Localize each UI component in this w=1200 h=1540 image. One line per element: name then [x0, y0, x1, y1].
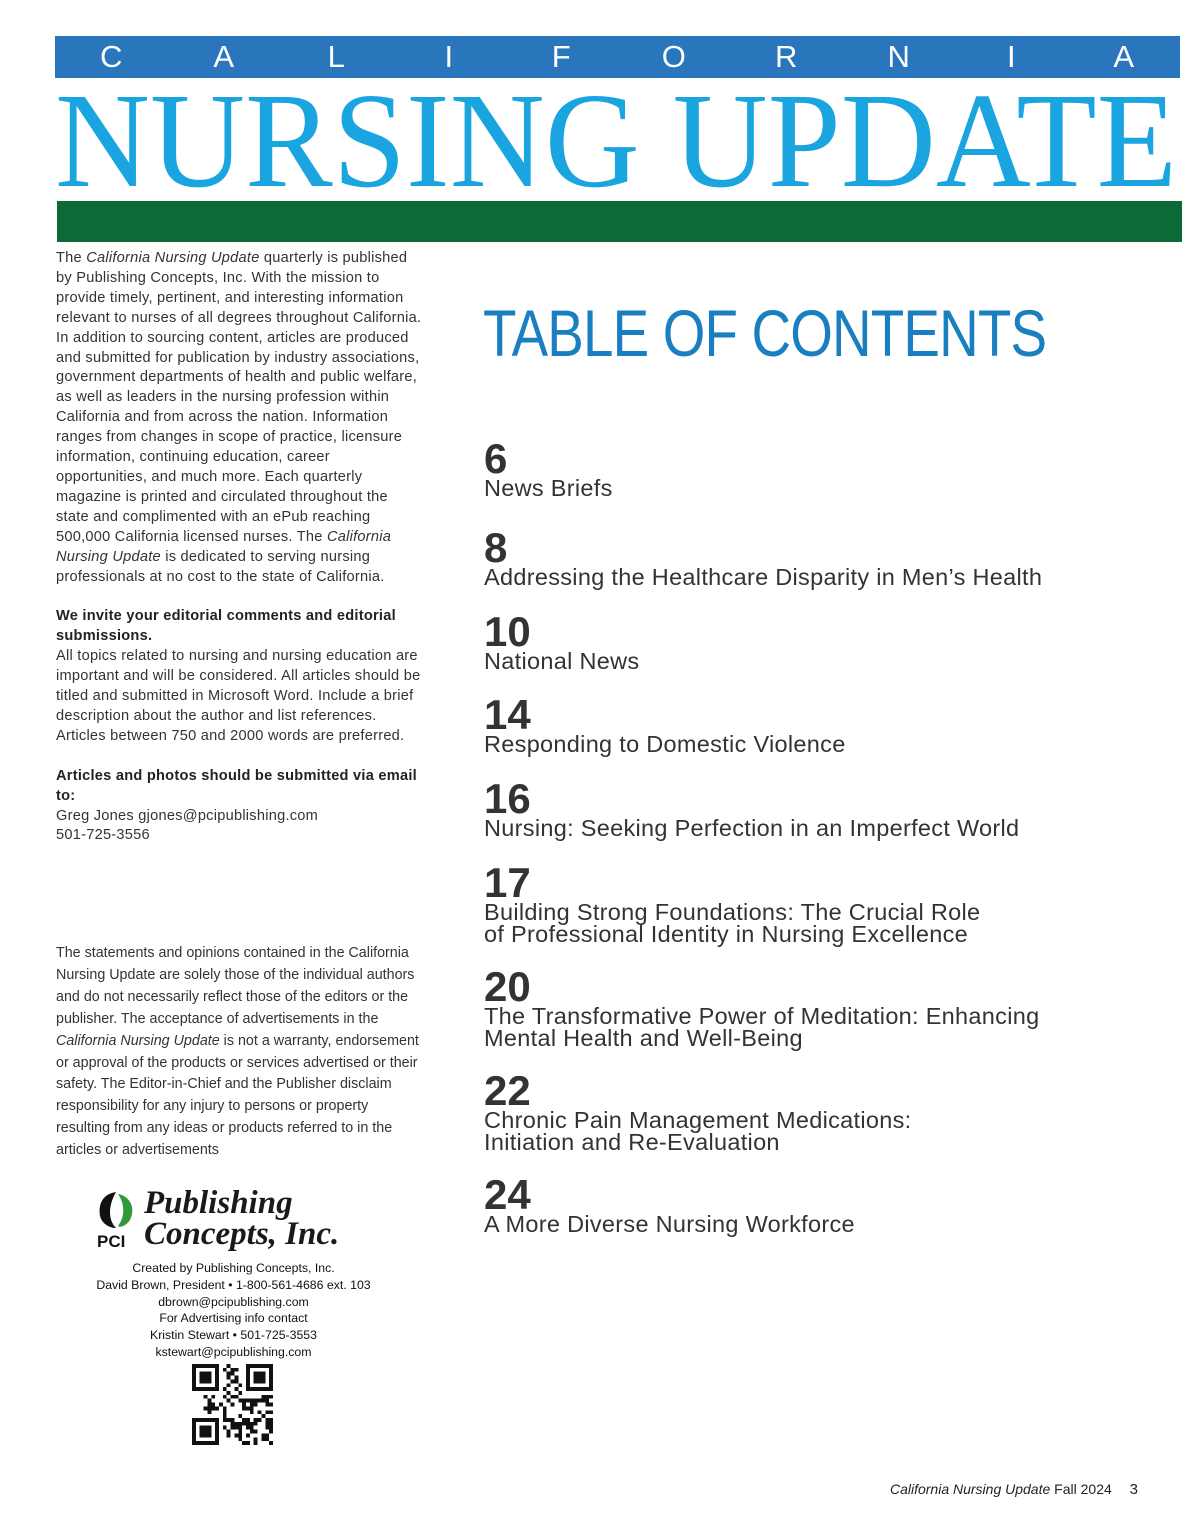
- qr-module: [231, 1403, 235, 1407]
- toc-title: Nursing: Seeking Perfection in an Imperfect World: [484, 815, 1020, 841]
- qr-module: [227, 1383, 231, 1387]
- qr-module: [269, 1426, 273, 1430]
- qr-module: [265, 1437, 269, 1441]
- qr-module: [211, 1387, 215, 1391]
- toc-title: A More Diverse Nursing Workforce: [484, 1211, 855, 1237]
- toc-heading: TABLE OF CONTENTS: [483, 296, 1047, 370]
- qr-module: [215, 1422, 219, 1426]
- qr-module: [254, 1399, 258, 1403]
- qr-module: [238, 1426, 242, 1430]
- qr-module: [254, 1403, 258, 1407]
- qr-module: [227, 1430, 231, 1434]
- qr-module: [215, 1441, 219, 1445]
- toc-page-number: 16: [484, 775, 531, 822]
- qr-module: [211, 1364, 215, 1368]
- qr-module: [265, 1403, 269, 1407]
- qr-module: [211, 1418, 215, 1422]
- page-number: 3: [1129, 1481, 1138, 1498]
- qr-module: [200, 1433, 204, 1437]
- qr-module: [261, 1399, 265, 1403]
- qr-module: [211, 1395, 215, 1399]
- submit-contact: Greg Jones gjones@pcipublishing.com: [56, 807, 319, 824]
- qr-module: [269, 1368, 273, 1372]
- qr-module: [223, 1406, 227, 1410]
- qr-module: [254, 1379, 258, 1383]
- qr-module: [200, 1379, 204, 1383]
- qr-module: [231, 1426, 235, 1430]
- toc-title: Addressing the Healthcare Disparity in Men’s Health: [484, 564, 1043, 590]
- qr-module: [215, 1368, 219, 1372]
- qr-module: [269, 1387, 273, 1391]
- qr-module: [207, 1410, 211, 1414]
- qr-module: [242, 1399, 246, 1403]
- toc-page-number: 14: [484, 691, 531, 738]
- qr-module: [231, 1395, 235, 1399]
- qr-module: [223, 1395, 227, 1399]
- qr-module: [196, 1418, 200, 1422]
- qr-module: [246, 1418, 250, 1422]
- qr-module: [207, 1399, 211, 1403]
- qr-module: [261, 1395, 265, 1399]
- qr-module: [215, 1426, 219, 1430]
- logo-wordmark: Publishing Concepts, Inc.: [144, 1185, 340, 1252]
- qr-module: [269, 1422, 273, 1426]
- publication-title: California Nursing Update: [86, 250, 260, 266]
- qr-module: [200, 1418, 204, 1422]
- qr-module: [265, 1422, 269, 1426]
- qr-module: [215, 1379, 219, 1383]
- qr-module: [223, 1410, 227, 1414]
- state-letter: C: [100, 39, 123, 74]
- qr-module: [192, 1368, 196, 1372]
- toc-title: National News: [484, 648, 640, 674]
- qr-module: [254, 1441, 258, 1445]
- qr-module: [204, 1430, 208, 1434]
- qr-module: [200, 1430, 204, 1434]
- qr-module: [246, 1426, 250, 1430]
- qr-module: [246, 1383, 250, 1387]
- qr-module: [192, 1430, 196, 1434]
- qr-module: [250, 1399, 254, 1403]
- qr-module: [223, 1368, 227, 1372]
- qr-module: [250, 1430, 254, 1434]
- qr-module: [207, 1379, 211, 1383]
- qr-module: [238, 1430, 242, 1434]
- qr-module: [192, 1379, 196, 1383]
- qr-module: [192, 1383, 196, 1387]
- qr-module: [227, 1433, 231, 1437]
- toc-title-line: Mental Health and Well-Being: [484, 1025, 803, 1051]
- qr-module: [207, 1372, 211, 1376]
- qr-module: [231, 1422, 235, 1426]
- qr-module: [219, 1403, 223, 1407]
- toc-entry: [484, 435, 1184, 501]
- qr-module: [238, 1383, 242, 1387]
- qr-module: [258, 1418, 262, 1422]
- state-letter: O: [661, 39, 686, 74]
- qr-module: [192, 1422, 196, 1426]
- toc-title-line: Chronic Pain Management Medications:: [484, 1107, 912, 1133]
- state-letter: I: [1006, 39, 1016, 74]
- qr-module: [215, 1406, 219, 1410]
- qr-module: [192, 1441, 196, 1445]
- green-divider-bar: [57, 201, 1182, 242]
- qr-module: [204, 1372, 208, 1376]
- qr-module: [246, 1422, 250, 1426]
- qr-module: [269, 1372, 273, 1376]
- qr-module: [192, 1433, 196, 1437]
- toc-page-number: 10: [484, 608, 531, 655]
- publication-title: California Nursing Update: [56, 1032, 220, 1049]
- qr-module: [269, 1441, 273, 1445]
- qr-module: [254, 1422, 258, 1426]
- qr-module: [261, 1414, 265, 1418]
- qr-module: [207, 1426, 211, 1430]
- toc-title: News Briefs: [484, 475, 613, 501]
- qr-module: [207, 1387, 211, 1391]
- state-letter: A: [1113, 39, 1135, 74]
- qr-module: [227, 1372, 231, 1376]
- qr-module: [238, 1422, 242, 1426]
- state-letter: A: [213, 39, 235, 74]
- state-letter: N: [887, 39, 910, 74]
- qr-module: [261, 1376, 265, 1380]
- qr-module: [238, 1391, 242, 1395]
- qr-module: [269, 1410, 273, 1414]
- qr-module: [250, 1403, 254, 1407]
- qr-module: [238, 1414, 242, 1418]
- qr-module: [254, 1418, 258, 1422]
- qr-module: [200, 1372, 204, 1376]
- toc-page-number: 24: [484, 1171, 531, 1218]
- qr-module: [192, 1426, 196, 1430]
- qr-module: [204, 1364, 208, 1368]
- masthead-title-text: NURSING UPDATE: [55, 82, 1177, 200]
- qr-module: [258, 1379, 262, 1383]
- qr-module: [265, 1418, 269, 1422]
- qr-module: [211, 1403, 215, 1407]
- qr-module: [234, 1376, 238, 1380]
- qr-module: [265, 1433, 269, 1437]
- qr-module: [192, 1418, 196, 1422]
- qr-module: [246, 1368, 250, 1372]
- qr-module: [246, 1372, 250, 1376]
- qr-module: [254, 1430, 258, 1434]
- qr-module: [207, 1441, 211, 1445]
- qr-module: [269, 1383, 273, 1387]
- qr-module: [231, 1368, 235, 1372]
- page-footer: [890, 1481, 1138, 1498]
- qr-module: [269, 1430, 273, 1434]
- qr-module: [192, 1364, 196, 1368]
- qr-module: [223, 1387, 227, 1391]
- qr-module: [242, 1406, 246, 1410]
- qr-module: [231, 1418, 235, 1422]
- contact-line: dbrown@pcipublishing.com: [158, 1294, 309, 1309]
- toc-entry: [484, 963, 1184, 1051]
- state-banner: [55, 36, 1180, 78]
- masthead-title: [55, 82, 1180, 200]
- publication-title: California Nursing Update: [56, 528, 392, 565]
- qr-module: [234, 1395, 238, 1399]
- qr-module: [238, 1437, 242, 1441]
- qr-module: [231, 1379, 235, 1383]
- qr-module: [258, 1376, 262, 1380]
- qr-module: [215, 1418, 219, 1422]
- qr-module: [261, 1372, 265, 1376]
- qr-module: [246, 1364, 250, 1368]
- qr-module: [269, 1376, 273, 1380]
- qr-module: [234, 1433, 238, 1437]
- qr-module: [242, 1422, 246, 1426]
- qr-module: [204, 1376, 208, 1380]
- toc-entry: [484, 1067, 1184, 1155]
- qr-module: [204, 1441, 208, 1445]
- qr-module: [261, 1387, 265, 1391]
- qr-module: [246, 1376, 250, 1380]
- qr-module: [192, 1376, 196, 1380]
- qr-module: [269, 1379, 273, 1383]
- qr-module: [215, 1433, 219, 1437]
- state-letter: F: [551, 39, 571, 74]
- qr-module: [246, 1387, 250, 1391]
- qr-module: [238, 1399, 242, 1403]
- qr-module: [204, 1387, 208, 1391]
- publisher-info: [56, 249, 424, 846]
- qr-module: [192, 1437, 196, 1441]
- qr-module: [207, 1364, 211, 1368]
- qr-module: [207, 1376, 211, 1380]
- qr-module: [200, 1376, 204, 1380]
- state-letters: [55, 36, 1180, 78]
- toc-entry: [484, 859, 1184, 947]
- logo-mark-text: PCI: [97, 1232, 126, 1251]
- qr-module: [211, 1441, 215, 1445]
- qr-module: [261, 1437, 265, 1441]
- qr-module: [196, 1441, 200, 1445]
- footer-publication: California Nursing Update: [889, 1481, 1051, 1497]
- qr-module: [258, 1372, 262, 1376]
- qr-module: [223, 1414, 227, 1418]
- qr-module: [215, 1383, 219, 1387]
- qr-module: [234, 1426, 238, 1430]
- qr-module: [269, 1395, 273, 1399]
- qr-module: [242, 1441, 246, 1445]
- qr-module: [246, 1379, 250, 1383]
- qr-module: [196, 1387, 200, 1391]
- qr-module: [254, 1387, 258, 1391]
- toc-title-line: Initiation and Re-Evaluation: [484, 1129, 780, 1155]
- qr-module: [246, 1433, 250, 1437]
- qr-module: [204, 1379, 208, 1383]
- footer-issue: Fall 2024: [1054, 1481, 1112, 1497]
- qr-module: [250, 1426, 254, 1430]
- invite-body: All topics related to nursing and nursing education are important and will be considered. All articles should be titled and submitted in Microsoft Word. Include a brief description about the author and list references. Articles between 750 and 2000 words are preferred.: [56, 648, 421, 744]
- qr-module: [254, 1437, 258, 1441]
- qr-module: [250, 1364, 254, 1368]
- pci-logo: [96, 1185, 386, 1254]
- qr-module: [204, 1395, 208, 1399]
- state-letter: R: [775, 39, 798, 74]
- qr-module: [254, 1364, 258, 1368]
- intro-paragraph: The California Nursing Update quarterly is published by Publishing Concepts, Inc. With the mission to provide timely, pertinent, and interesting information relevant to nurses of all degrees throughout California. In addition to sourcing content, articles are produced and submitted for publication by industry associations, government departments of health and public welfare, as well as leaders in the nursing profession within California and from across the nation. Information ranges from changes in scope of practice, licensure information, continuing education, career opportunities, and much more. Each quarterly magazine is printed and circulated throughout the state and complimented with an ePub reaching 500,000 California licensed nurses. The California Nursing Update is dedicated to serving nursing professionals at no cost to the state of California.: [56, 250, 422, 585]
- qr-module: [250, 1387, 254, 1391]
- qr-module: [265, 1399, 269, 1403]
- qr-module: [265, 1364, 269, 1368]
- qr-module: [261, 1364, 265, 1368]
- qr-module: [254, 1376, 258, 1380]
- qr-module: [261, 1379, 265, 1383]
- leaf-icon: [96, 1190, 136, 1230]
- qr-module: [215, 1387, 219, 1391]
- toc-title: Responding to Domestic Violence: [484, 731, 846, 757]
- qr-module: [254, 1372, 258, 1376]
- state-letter: L: [327, 39, 345, 74]
- qr-module: [250, 1422, 254, 1426]
- contact-line: Kristin Stewart • 501-725-3553: [150, 1328, 317, 1343]
- qr-module: [234, 1368, 238, 1372]
- qr-module: [200, 1387, 204, 1391]
- qr-module: [215, 1430, 219, 1434]
- submit-heading: Articles and photos should be submitted via email to:: [56, 767, 417, 804]
- qr-module: [227, 1418, 231, 1422]
- qr-module: [215, 1437, 219, 1441]
- toc-entry: [484, 775, 1184, 841]
- qr-module: [258, 1410, 262, 1414]
- qr-module: [265, 1387, 269, 1391]
- contact-line: kstewart@pcipublishing.com: [155, 1344, 312, 1359]
- qr-module: [204, 1406, 208, 1410]
- contact-line: David Brown, President • 1-800-561-4686 ext. 103: [96, 1277, 371, 1292]
- contact-block: [56, 1260, 411, 1361]
- qr-module: [246, 1406, 250, 1410]
- qr-module: [269, 1403, 273, 1407]
- qr-module: [204, 1433, 208, 1437]
- qr-module: [234, 1387, 238, 1391]
- qr-module: [200, 1441, 204, 1445]
- qr-module: [227, 1399, 231, 1403]
- toc-title-line: Building Strong Foundations: The Crucial Role: [484, 899, 981, 925]
- qr-module: [204, 1418, 208, 1422]
- qr-module: [269, 1364, 273, 1368]
- qr-module: [204, 1426, 208, 1430]
- qr-module: [234, 1379, 238, 1383]
- qr-module: [238, 1433, 242, 1437]
- qr-module: [196, 1364, 200, 1368]
- contact-line: Created by Publishing Concepts, Inc.: [132, 1261, 335, 1275]
- state-letter: I: [444, 39, 454, 74]
- submit-phone: 501-725-3556: [56, 827, 150, 844]
- qr-module: [207, 1406, 211, 1410]
- contact-line: For Advertising info contact: [159, 1311, 308, 1326]
- toc-page-number: 8: [484, 524, 508, 571]
- qr-module: [234, 1422, 238, 1426]
- qr-module: [215, 1364, 219, 1368]
- qr-module: [227, 1391, 231, 1395]
- qr-module: [207, 1418, 211, 1422]
- qr-module: [200, 1364, 204, 1368]
- qr-module: [242, 1418, 246, 1422]
- toc-page-number: 22: [484, 1067, 531, 1114]
- qr-module: [207, 1433, 211, 1437]
- toc-entry: [484, 608, 1184, 674]
- qr-module: [215, 1372, 219, 1376]
- toc-entry: [484, 1171, 1184, 1237]
- qr-module: [261, 1433, 265, 1437]
- qr-module: [250, 1406, 254, 1410]
- qr-module: [246, 1399, 250, 1403]
- qr-module: [250, 1410, 254, 1414]
- qr-module: [246, 1441, 250, 1445]
- toc-title-line: of Professional Identity in Nursing Excellence: [484, 921, 969, 947]
- qr-module: [265, 1410, 269, 1414]
- invite-heading: We invite your editorial comments and editorial submissions.: [56, 608, 396, 645]
- qr-module: [265, 1395, 269, 1399]
- disclaimer: The statements and opinions contained in the California Nursing Update are solely those of the individual authors and do not necessarily reflect those of the editors or the publisher. The acceptance of advertisements in the California Nursing Update is not a warranty, endorsement or approval of the products or services advertised or their safety. The Editor-in-Chief and the Publisher disclaim responsibility for any injury to persons or property resulting from any ideas or products referred to in the articles or advertisements: [56, 945, 419, 1159]
- toc-page-number: 17: [484, 859, 531, 906]
- qr-module: [227, 1364, 231, 1368]
- toc-page-number: 20: [484, 963, 531, 1010]
- qr-module: [223, 1418, 227, 1422]
- qr-module: [192, 1387, 196, 1391]
- toc-entry: [484, 691, 1184, 757]
- qr-module: [223, 1426, 227, 1430]
- toc-page-number: 6: [484, 435, 508, 482]
- qr-module: [231, 1372, 235, 1376]
- qr-module: [258, 1387, 262, 1391]
- qr-module: [200, 1426, 204, 1430]
- toc-entry: [484, 524, 1184, 590]
- qr-module: [207, 1403, 211, 1407]
- qr-module: [215, 1376, 219, 1380]
- qr-module: [211, 1406, 215, 1410]
- qr-module: [269, 1418, 273, 1422]
- qr-module: [258, 1399, 262, 1403]
- qr-module: [265, 1426, 269, 1430]
- qr-module: [242, 1403, 246, 1407]
- qr-code-icon: [192, 1364, 273, 1445]
- qr-module: [227, 1376, 231, 1380]
- qr-module: [258, 1364, 262, 1368]
- toc-title-line: The Transformative Power of Meditation: Enhancing: [484, 1003, 1040, 1029]
- qr-module: [207, 1430, 211, 1434]
- qr-module: [192, 1372, 196, 1376]
